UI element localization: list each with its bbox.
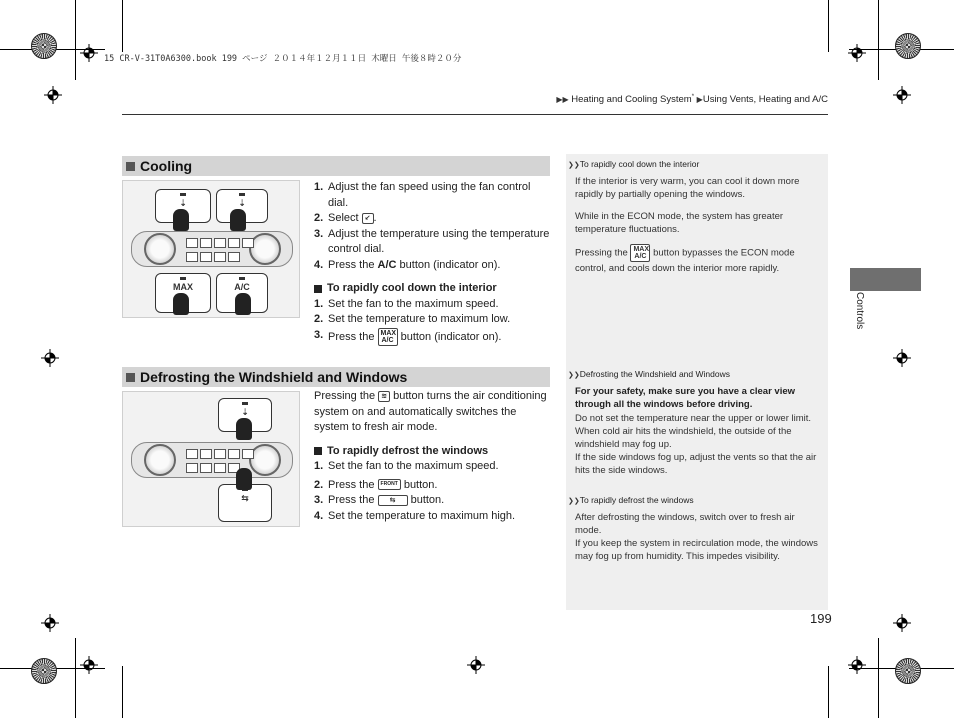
step-4: 4. Press the A/C button (indicator on).	[314, 258, 501, 271]
crop-line	[878, 638, 879, 718]
pointing-hand-icon	[236, 468, 252, 490]
section-square-icon	[126, 373, 135, 382]
crop-line	[122, 0, 123, 52]
face-vent-icon: ⇣	[179, 198, 187, 208]
double-arrow-icon: ▶▶	[556, 95, 569, 105]
registration-mark-icon	[848, 656, 866, 674]
defrost-heading	[122, 367, 550, 387]
registration-mark-icon	[848, 44, 866, 62]
print-job-line: 15 CR-V-31T0A6300.book 199 ページ ２０１４年１２月１１日 木曜日 午後８時２０分	[104, 54, 462, 64]
color-rosette-icon	[895, 33, 921, 59]
header-rule	[122, 114, 828, 115]
breadcrumb-section[interactable]: Heating and Cooling System	[571, 94, 692, 106]
fan-dial-icon	[144, 233, 176, 265]
defrost-step-4: 4. Set the temperature to maximum high.	[314, 509, 516, 522]
note-text: Do not set the temperature near the upper or lower limit.	[575, 412, 812, 424]
color-rosette-icon	[31, 33, 57, 59]
note-text: If you keep the system in recirculation mode, the windows may fog up from humidity. This impedes visibility.	[575, 538, 818, 563]
front-key: FRONT	[378, 479, 401, 490]
ac-label: A/C	[234, 282, 250, 292]
defrost-step-2: 2. Press the FRONT button.	[314, 478, 438, 491]
note-rapid-cool	[566, 154, 828, 366]
pointing-hand-icon	[173, 209, 189, 231]
registration-mark-icon	[893, 349, 911, 367]
pointing-hand-icon	[236, 418, 252, 440]
face-vent-icon: ↙	[362, 213, 374, 224]
note-text: If the side windows fog up, adjust the vents so that the air hits the side windows.	[575, 452, 817, 477]
vent-icon: ⇣	[238, 198, 246, 208]
cooling-steps	[314, 180, 550, 346]
pointing-hand-icon	[235, 293, 251, 315]
cooling-illustration	[122, 180, 300, 318]
breadcrumb	[556, 94, 828, 105]
pointing-hand-icon	[173, 293, 189, 315]
crop-line	[75, 0, 76, 80]
registration-mark-icon	[893, 86, 911, 104]
climate-panel	[131, 231, 293, 267]
rapid-cool-heading: To rapidly cool down the interior	[314, 281, 550, 297]
fresh-air-icon: ⇆	[241, 493, 249, 503]
crop-line	[828, 0, 829, 52]
lower-button-row	[186, 252, 240, 262]
rapid-defrost-heading: To rapidly defrost the windows	[314, 444, 550, 460]
note-title: ❯❯To rapidly cool down the interior	[568, 159, 700, 169]
cooling-heading-text: Cooling	[140, 158, 193, 174]
note-text: After defrosting the windows, switch over to fresh air mode.	[575, 511, 795, 537]
breadcrumb-page[interactable]: Using Vents, Heating and A/C	[702, 94, 828, 106]
registration-mark-icon	[44, 86, 62, 104]
pointing-hand-icon	[230, 209, 246, 231]
defrost-step-1: 1. Set the fan to the maximum speed.	[314, 460, 499, 472]
breadcrumb-asterisk: *	[691, 94, 695, 100]
cooling-heading	[122, 156, 550, 176]
note-title: ❯❯Defrosting the Windshield and Windows	[568, 369, 730, 379]
chapter-tab[interactable]	[850, 268, 921, 291]
registration-mark-icon	[893, 614, 911, 632]
reference-icon: ❯❯	[568, 372, 580, 379]
reference-icon: ❯❯	[568, 497, 580, 505]
page-number: 199	[810, 611, 832, 626]
color-rosette-icon	[895, 658, 921, 684]
fresh-air-icon: ⇆	[378, 495, 408, 506]
registration-mark-icon	[41, 349, 59, 367]
safety-warning: For your safety, make sure you have a clear view through all the windows before driving.	[575, 386, 796, 411]
defrost-steps	[314, 389, 550, 524]
registration-mark-icon	[41, 614, 59, 632]
step-2: 2. Select ↙ .	[314, 212, 377, 224]
defrost-heading-text: Defrosting the Windshield and Windows	[140, 369, 408, 385]
note-text: While in the ECON mode, the system has greater temperature fluctuations.	[575, 210, 784, 235]
mode-button-row	[186, 238, 254, 248]
note-title: ❯❯To rapidly defrost the windows	[568, 494, 694, 505]
rapid-cool-step-1: 1. Set the fan to the maximum speed.	[314, 297, 499, 310]
color-rosette-icon	[31, 658, 57, 684]
crop-line	[75, 638, 76, 718]
step-3: 3. Adjust the temperature using the temperature control dial.	[314, 227, 550, 255]
note-text: Pressing the MAX A/C button bypasses the ECON mode control, and cools down the interior more rapidly.	[575, 246, 795, 275]
mode-button-row	[186, 449, 254, 459]
rapid-cool-step-2: 2. Set the temperature to maximum low.	[314, 313, 511, 325]
front-defrost-key-icon: ≋	[378, 391, 390, 402]
fan-dial-icon	[144, 444, 176, 476]
lower-button-row	[186, 463, 240, 473]
registration-mark-icon	[80, 44, 98, 62]
bullet-square-icon	[314, 285, 322, 293]
arrow-icon: ▶	[696, 95, 703, 105]
registration-mark-icon	[80, 656, 98, 674]
note-text: If the interior is very warm, you can cool it down more rapidly by partially opening the windows.	[575, 176, 800, 201]
max-label: MAX	[173, 282, 193, 292]
note-defrost	[566, 364, 828, 610]
bullet-square-icon	[314, 447, 322, 455]
defrost-illustration	[122, 391, 300, 527]
max-ac-key: MAX A/C	[630, 244, 650, 262]
rapid-cool-step-3: 3. Press the MAX A/C button (indicator on).	[314, 328, 502, 344]
chapter-label: Controls	[854, 292, 865, 330]
defrost-step-3: 3. Press the ⇆ button.	[314, 494, 445, 506]
front-defrost-icon: ⇣	[241, 407, 249, 417]
climate-panel	[131, 442, 293, 478]
crop-line	[828, 666, 829, 718]
step-1: 1. Adjust the fan speed using the fan control dial.	[314, 181, 531, 209]
defrost-intro: Pressing the ≋ button turns the air conditioning system on and automatically switches the system to fresh air mode.	[314, 390, 547, 433]
reference-icon: ❯❯	[568, 162, 580, 169]
crop-line	[122, 666, 123, 718]
section-square-icon	[126, 162, 135, 171]
note-text: When cold air hits the windshield, the outside of the windshield may fog up.	[575, 425, 792, 451]
registration-mark-icon	[467, 656, 485, 674]
max-ac-key: MAX A/C	[378, 328, 398, 346]
crop-line	[878, 0, 879, 80]
